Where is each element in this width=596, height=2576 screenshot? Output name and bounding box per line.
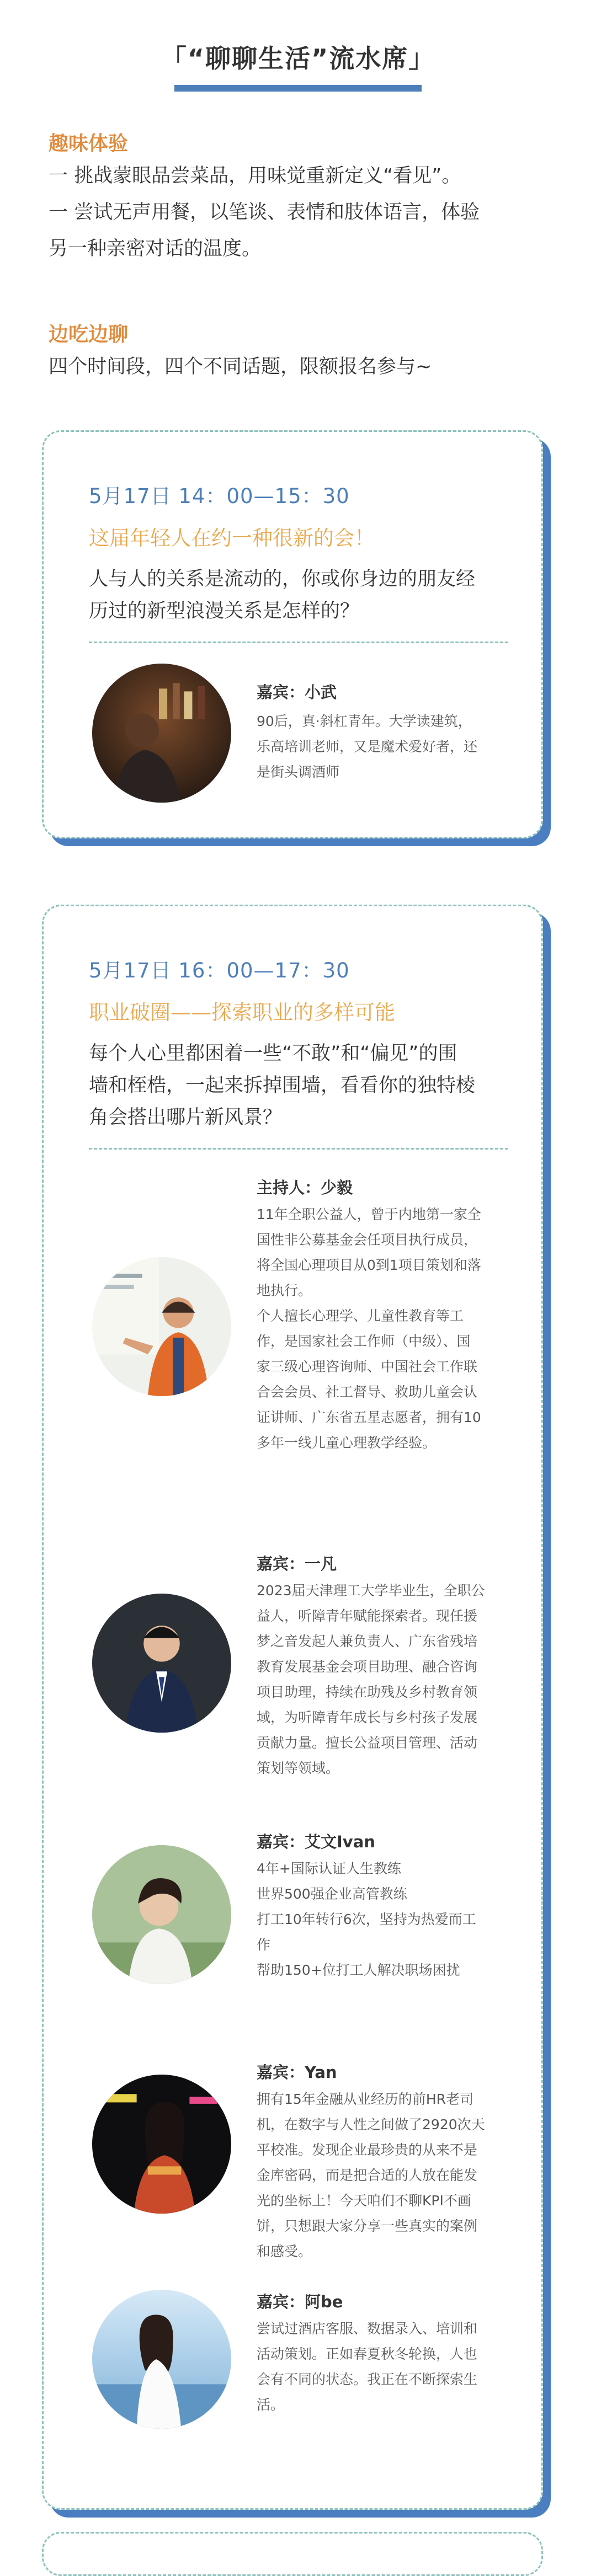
guest-bio-line: 域，为听障青年成长与乡村孩子发展 [257, 1709, 478, 1725]
card-divider [89, 1148, 508, 1150]
guest-name: 嘉宾：艾文Ivan [257, 1832, 375, 1851]
guest-bio-line: 梦之音发起人兼负责人、广东省残培 [257, 1633, 478, 1649]
guest-bio-line: 2023届天津理工大学毕业生，全职公 [257, 1583, 485, 1599]
host-bio-line: 多年一线儿童心理教学经验。 [257, 1435, 437, 1451]
session-card-2 [42, 905, 543, 2510]
session-card-1 [42, 430, 543, 838]
chat-line: 四个时间段，四个不同话题，限额报名参与~ [49, 356, 432, 378]
guest-bio-line: 90后，真·斜杠青年。大学读建筑， [257, 713, 472, 729]
taste-line-3: 另一种亲密对话的温度。 [49, 238, 262, 260]
guest-bio-line: 尝试过酒店客服、数据录入、培训和 [257, 2321, 478, 2337]
page-header [0, 39, 596, 92]
chat-heading: 边吃边聊 [49, 323, 129, 346]
taste-line-1: 一 挑战蒙眼品尝菜品，用味觉重新定义“看见”。 [49, 165, 461, 187]
guest-bio-line: 作 [257, 1937, 271, 1953]
guest-bio-line: 4年+国际认证人生教练 [257, 1861, 401, 1877]
guest-name: 嘉宾：小武 [257, 683, 337, 702]
session-question-2: 墙和桎梏，一起来拆掉围墙，看看你的独特棱 [89, 1075, 476, 1097]
guest-avatar-xiaowu [92, 664, 231, 803]
guest-name: 嘉宾：Yan [257, 2063, 337, 2082]
session-subtitle: 职业破圈——探索职业的多样可能 [89, 1001, 395, 1024]
guest-bio-line: 项目助理，持续在助残及乡村教育领 [257, 1684, 478, 1700]
guest-bio-line: 和感受。 [257, 2243, 312, 2259]
guest-bio-line: 机，在数字与人性之间做了2920次天 [257, 2117, 485, 2133]
host-bio-line: 个人擅长心理学、儿童性教育等工 [257, 1308, 464, 1324]
guest-bio-line: 帮助150+位打工人解决职场困扰 [257, 1962, 460, 1978]
guest-bio-line: 平校准。发现企业最珍贵的从来不是 [257, 2142, 478, 2158]
host-bio-line: 家三级心理咨询师、中国社会工作联 [257, 1359, 478, 1375]
host-name: 主持人：少毅 [257, 1178, 353, 1197]
guest-name: 嘉宾：阿be [257, 2292, 343, 2311]
guest-bio-line: 活。 [257, 2397, 285, 2413]
taste-heading: 趣味体验 [49, 132, 129, 155]
session-question-3: 角会搭出哪片新风景？ [89, 1107, 283, 1129]
host-bio-line: 11年全职公益人，曾于内地第一家全 [257, 1206, 481, 1222]
guest-bio-line: 金库密码，而是把合适的人放在能发 [257, 2167, 478, 2183]
host-bio-line: 地执行。 [257, 1282, 312, 1298]
guest-bio-line: 光的坐标上！今天咱们不聊KPI不画 [257, 2193, 471, 2209]
guest-bio-line: 乐高培训老师，又是魔术爱好者，还 [257, 739, 478, 755]
guest-avatar-yan [92, 2075, 231, 2214]
guest-bio-line: 会有不同的状态。我正在不断探索生 [257, 2371, 478, 2387]
session-question-1: 每个人心里都困着一些“不敢”和“偏见”的围 [89, 1043, 457, 1065]
guest-bio-line: 拥有15年金融从业经历的前HR老司 [257, 2091, 473, 2107]
guest-bio-line: 贡献力量。擅长公益项目管理、活动 [257, 1735, 478, 1751]
guest-bio-line: 是街头调酒师 [257, 764, 340, 780]
host-bio-line: 将全国心理项目从0到1项目策划和落 [257, 1257, 481, 1273]
host-bio-line: 国性非公募基金会任项目执行成员， [257, 1232, 478, 1248]
page-title: 「“聊聊生活”流水席」 [161, 44, 435, 73]
guest-bio-line: 世界500强企业高管教练 [257, 1886, 407, 1902]
guest-bio-line: 饼，只想跟大家分享一些真实的案例 [257, 2218, 478, 2234]
guest-name: 嘉宾：一凡 [257, 1554, 337, 1573]
guest-avatar-abe [92, 2290, 231, 2429]
card-divider [89, 642, 508, 643]
session-subtitle: 这届年轻人在约一种很新的会！ [89, 526, 375, 550]
guest-bio-line: 打工10年转行6次，坚持为热爱而工 [257, 1911, 476, 1927]
session-question-2: 历过的新型浪漫关系是怎样的？ [89, 600, 360, 622]
guest-bio-line: 益人，听障青年赋能探索者。现任援 [257, 1608, 478, 1624]
host-bio-line: 作，是国家社会工作师（中级）、国 [257, 1333, 471, 1349]
guest-bio-line: 教育发展基金会项目助理、融合咨询 [257, 1659, 478, 1675]
taste-line-2: 一 尝试无声用餐，以笔谈、表情和肢体语言，体验 [49, 201, 480, 223]
session-time: 5月17日 14：00—15：30 [89, 484, 350, 508]
host-bio-line: 合会会员、社工督导、救助儿童会认 [257, 1384, 478, 1400]
title-underline [174, 85, 422, 92]
session-question-1: 人与人的关系是流动的，你或你身边的朋友经 [89, 568, 476, 590]
guest-bio-line: 活动策划。正如春夏秋冬轮换，人也 [257, 2346, 478, 2362]
host-bio-line: 证讲师、广东省五星志愿者，拥有10 [257, 1409, 481, 1425]
next-session-card-edge [42, 2532, 543, 2576]
guest-avatar-ivan [92, 1845, 231, 1984]
guest-avatar-yifan [92, 1594, 231, 1733]
guest-bio-line: 策划等领域。 [257, 1760, 340, 1776]
session-time: 5月17日 16：00—17：30 [89, 959, 350, 982]
host-avatar-shaoyi [92, 1257, 231, 1396]
